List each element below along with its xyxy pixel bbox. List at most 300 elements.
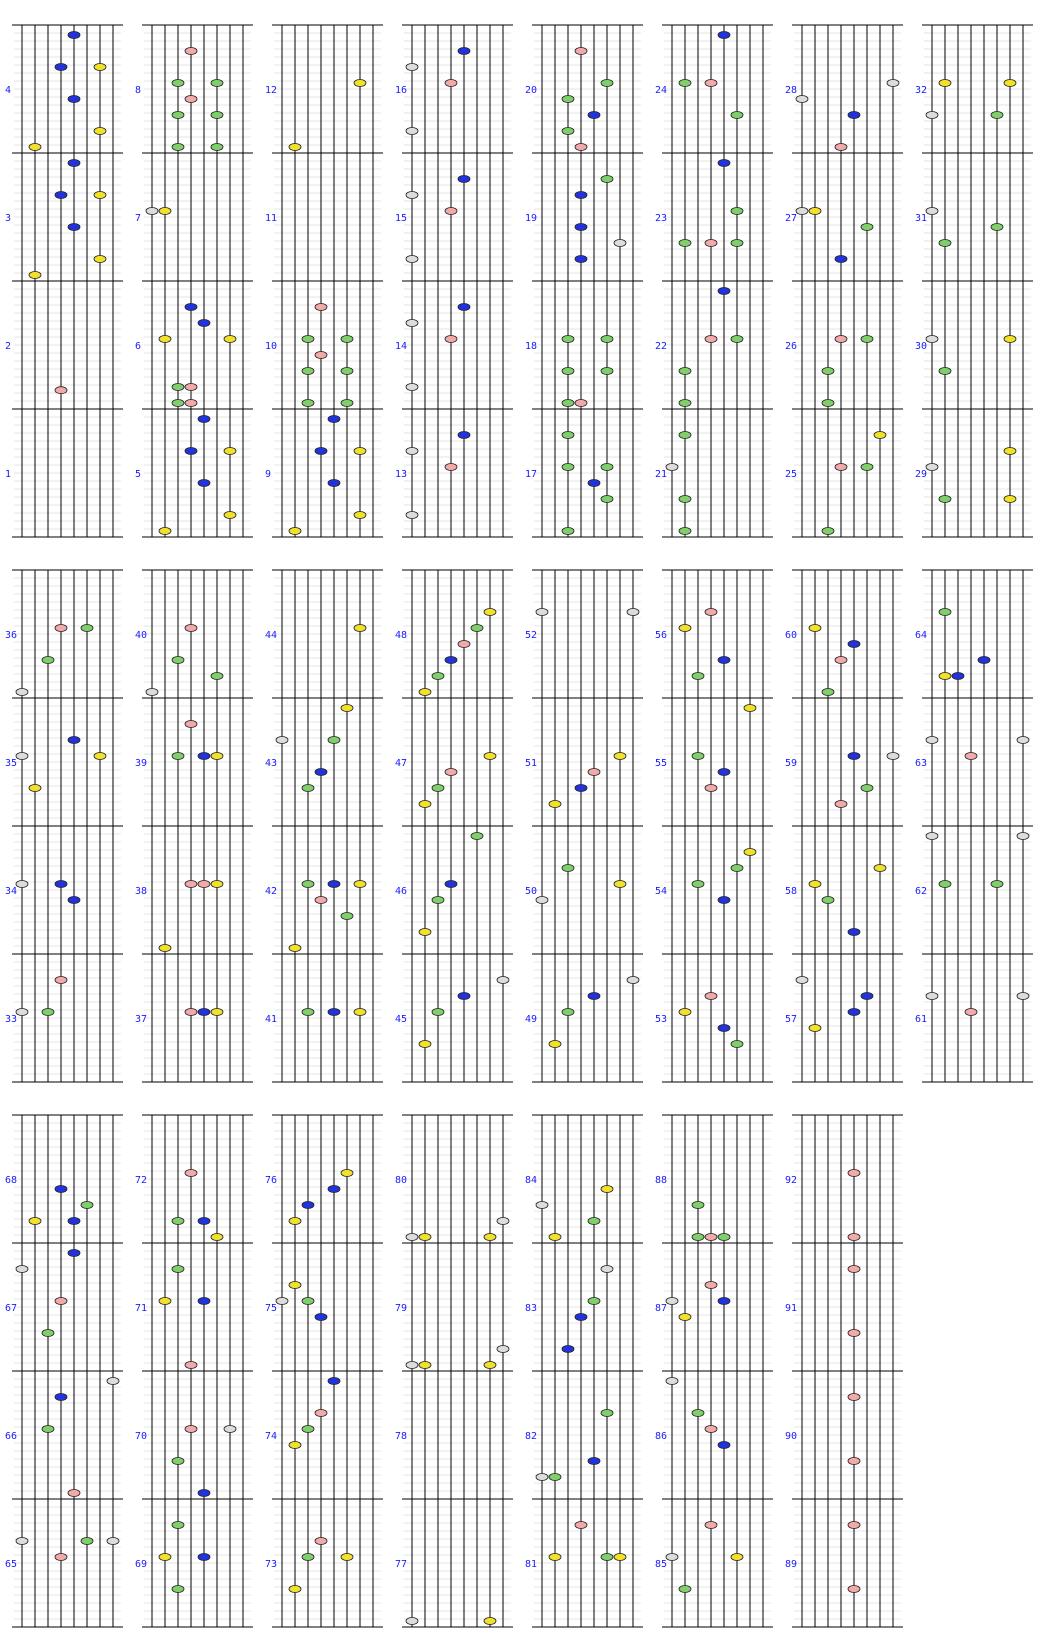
- note-gray: [1017, 737, 1029, 744]
- measure-number: 59: [785, 758, 798, 769]
- note-blue: [55, 192, 67, 199]
- note-yellow: [601, 1186, 613, 1193]
- note-blue: [185, 304, 197, 311]
- measure-number: 75: [265, 1303, 278, 1314]
- note-yellow: [289, 1586, 301, 1593]
- note-gray: [926, 208, 938, 215]
- measure-number: 20: [525, 85, 538, 96]
- note-gray: [107, 1378, 119, 1385]
- measure-number: 83: [525, 1303, 538, 1314]
- note-green: [328, 737, 340, 744]
- note-green: [562, 96, 574, 103]
- note-blue: [315, 1314, 327, 1321]
- note-pink: [835, 144, 847, 151]
- note-green: [172, 80, 184, 87]
- note-green: [549, 1474, 561, 1481]
- note-yellow: [874, 865, 886, 872]
- note-gray: [16, 753, 28, 760]
- note-gray: [224, 1426, 236, 1433]
- note-blue: [328, 1009, 340, 1016]
- measure-number: 55: [655, 758, 668, 769]
- note-green: [692, 1202, 704, 1209]
- note-blue: [68, 224, 80, 231]
- note-blue: [68, 32, 80, 39]
- note-green: [172, 1218, 184, 1225]
- note-pink: [185, 96, 197, 103]
- note-yellow: [679, 625, 691, 632]
- note-blue: [588, 993, 600, 1000]
- note-pink: [705, 1522, 717, 1529]
- note-gray: [107, 1538, 119, 1545]
- measure-number: 15: [395, 213, 408, 224]
- measure-number: 12: [265, 85, 278, 96]
- note-pink: [965, 753, 977, 760]
- note-green: [81, 625, 93, 632]
- note-yellow: [549, 1041, 561, 1048]
- note-gray: [796, 208, 808, 215]
- note-green: [302, 1298, 314, 1305]
- measure-number: 73: [265, 1559, 278, 1570]
- note-blue: [718, 1298, 730, 1305]
- measure-number: 91: [785, 1303, 798, 1314]
- measure-number: 37: [135, 1014, 148, 1025]
- note-yellow: [159, 336, 171, 343]
- note-green: [601, 496, 613, 503]
- note-pink: [705, 1234, 717, 1241]
- note-green: [601, 1554, 613, 1561]
- measure-number: 51: [525, 758, 538, 769]
- measure-number: 58: [785, 886, 798, 897]
- note-blue: [315, 448, 327, 455]
- measure-number: 45: [395, 1014, 408, 1025]
- note-green: [991, 224, 1003, 231]
- note-pink: [55, 625, 67, 632]
- measure-number: 65: [5, 1559, 18, 1570]
- note-green: [731, 1041, 743, 1048]
- measure-number: 52: [525, 630, 538, 641]
- note-green: [211, 80, 223, 87]
- measure-number: 53: [655, 1014, 668, 1025]
- note-yellow: [94, 128, 106, 135]
- measure-number: 90: [785, 1431, 798, 1442]
- note-pink: [198, 881, 210, 888]
- note-yellow: [354, 448, 366, 455]
- note-pink: [445, 464, 457, 471]
- note-yellow: [354, 80, 366, 87]
- note-green: [302, 400, 314, 407]
- note-gray: [406, 512, 418, 519]
- measure-number: 56: [655, 630, 668, 641]
- note-yellow: [354, 512, 366, 519]
- note-yellow: [159, 208, 171, 215]
- measure-number: 71: [135, 1303, 148, 1314]
- measure-number: 47: [395, 758, 408, 769]
- note-blue: [575, 256, 587, 263]
- note-green: [588, 1298, 600, 1305]
- note-blue: [718, 288, 730, 295]
- measure-number: 27: [785, 213, 798, 224]
- note-yellow: [874, 432, 886, 439]
- note-yellow: [341, 1170, 353, 1177]
- note-blue: [68, 160, 80, 167]
- note-pink: [835, 464, 847, 471]
- note-gray: [926, 993, 938, 1000]
- note-pink: [705, 80, 717, 87]
- note-pink: [848, 1394, 860, 1401]
- note-blue: [198, 416, 210, 423]
- note-green: [172, 1458, 184, 1465]
- note-yellow: [549, 1234, 561, 1241]
- measure-number: 67: [5, 1303, 18, 1314]
- measure-number: 63: [915, 758, 928, 769]
- note-blue: [68, 737, 80, 744]
- note-blue: [458, 993, 470, 1000]
- note-yellow: [354, 1009, 366, 1016]
- measure-number: 61: [915, 1014, 928, 1025]
- note-gray: [926, 464, 938, 471]
- note-blue: [445, 657, 457, 664]
- note-yellow: [744, 705, 756, 712]
- measure-number: 26: [785, 341, 798, 352]
- note-blue: [718, 1442, 730, 1449]
- note-blue: [978, 657, 990, 664]
- note-yellow: [341, 705, 353, 712]
- note-gray: [16, 881, 28, 888]
- note-green: [692, 1410, 704, 1417]
- note-yellow: [289, 144, 301, 151]
- note-yellow: [211, 1234, 223, 1241]
- note-yellow: [809, 625, 821, 632]
- note-yellow: [419, 1234, 431, 1241]
- note-pink: [185, 1362, 197, 1369]
- note-green: [601, 336, 613, 343]
- note-gray: [146, 208, 158, 215]
- note-green: [731, 865, 743, 872]
- note-blue: [588, 112, 600, 119]
- measure-number: 70: [135, 1431, 148, 1442]
- note-pink: [185, 48, 197, 55]
- measure-number: 5: [135, 469, 142, 480]
- note-green: [601, 1410, 613, 1417]
- note-yellow: [29, 144, 41, 151]
- note-yellow: [419, 801, 431, 808]
- measure-number: 89: [785, 1559, 798, 1570]
- note-yellow: [549, 1554, 561, 1561]
- note-green: [939, 240, 951, 247]
- note-green: [302, 336, 314, 343]
- note-gray: [16, 1009, 28, 1016]
- note-gray: [497, 1218, 509, 1225]
- note-green: [42, 1330, 54, 1337]
- measure-number: 13: [395, 469, 408, 480]
- measure-number: 21: [655, 469, 668, 480]
- note-yellow: [744, 849, 756, 856]
- note-gray: [406, 256, 418, 263]
- note-green: [172, 753, 184, 760]
- note-blue: [55, 1394, 67, 1401]
- note-green: [172, 144, 184, 151]
- note-yellow: [939, 80, 951, 87]
- note-pink: [445, 336, 457, 343]
- note-yellow: [211, 753, 223, 760]
- note-blue: [328, 1378, 340, 1385]
- note-gray: [406, 64, 418, 71]
- note-green: [341, 400, 353, 407]
- note-green: [42, 657, 54, 664]
- note-blue: [198, 1218, 210, 1225]
- note-green: [731, 240, 743, 247]
- note-yellow: [29, 785, 41, 792]
- note-pink: [835, 657, 847, 664]
- note-pink: [705, 785, 717, 792]
- note-pink: [185, 384, 197, 391]
- note-blue: [718, 1025, 730, 1032]
- measure-number: 76: [265, 1175, 278, 1186]
- measure-number: 36: [5, 630, 18, 641]
- note-yellow: [679, 1314, 691, 1321]
- note-green: [861, 336, 873, 343]
- measure-number: 64: [915, 630, 928, 641]
- measure-number: 30: [915, 341, 928, 352]
- note-blue: [562, 1346, 574, 1353]
- note-yellow: [484, 1362, 496, 1369]
- note-gray: [887, 753, 899, 760]
- note-yellow: [1004, 80, 1016, 87]
- note-green: [172, 112, 184, 119]
- note-green: [718, 1234, 730, 1241]
- note-pink: [705, 336, 717, 343]
- note-yellow: [354, 881, 366, 888]
- note-blue: [458, 48, 470, 55]
- measure-number: 80: [395, 1175, 408, 1186]
- note-green: [692, 673, 704, 680]
- measure-number: 38: [135, 886, 148, 897]
- note-pink: [835, 336, 847, 343]
- note-gray: [276, 737, 288, 744]
- measure-number: 32: [915, 85, 928, 96]
- measure-number: 22: [655, 341, 668, 352]
- note-yellow: [289, 1218, 301, 1225]
- note-green: [822, 897, 834, 904]
- measure-number: 40: [135, 630, 148, 641]
- measure-number: 82: [525, 1431, 538, 1442]
- note-green: [562, 528, 574, 535]
- measure-number: 29: [915, 469, 928, 480]
- measure-number: 41: [265, 1014, 278, 1025]
- measure-number: 1: [5, 469, 12, 480]
- measure-number: 6: [135, 341, 142, 352]
- note-gray: [536, 1474, 548, 1481]
- note-pink: [575, 48, 587, 55]
- note-gray: [497, 1346, 509, 1353]
- measure-number: 81: [525, 1559, 538, 1570]
- note-blue: [861, 993, 873, 1000]
- note-blue: [68, 1250, 80, 1257]
- note-blue: [848, 753, 860, 760]
- note-green: [562, 464, 574, 471]
- note-green: [939, 609, 951, 616]
- note-blue: [458, 304, 470, 311]
- note-yellow: [939, 673, 951, 680]
- measure-number: 24: [655, 85, 668, 96]
- measure-number: 84: [525, 1175, 538, 1186]
- note-green: [81, 1538, 93, 1545]
- note-green: [341, 336, 353, 343]
- note-green: [471, 625, 483, 632]
- note-yellow: [159, 1554, 171, 1561]
- note-gray: [796, 96, 808, 103]
- note-gray: [601, 1266, 613, 1273]
- note-gray: [276, 1298, 288, 1305]
- note-blue: [458, 432, 470, 439]
- note-blue: [185, 448, 197, 455]
- note-gray: [926, 737, 938, 744]
- note-green: [679, 432, 691, 439]
- note-pink: [55, 977, 67, 984]
- note-blue: [68, 96, 80, 103]
- note-gray: [536, 897, 548, 904]
- note-blue: [328, 881, 340, 888]
- measure-number: 69: [135, 1559, 148, 1570]
- measure-number: 18: [525, 341, 538, 352]
- note-gray: [406, 1618, 418, 1625]
- note-pink: [848, 1170, 860, 1177]
- note-green: [211, 112, 223, 119]
- note-pink: [185, 1009, 197, 1016]
- note-pink: [185, 881, 197, 888]
- measure-number: 85: [655, 1559, 668, 1570]
- note-green: [42, 1426, 54, 1433]
- note-gray: [926, 336, 938, 343]
- note-pink: [705, 240, 717, 247]
- note-blue: [718, 657, 730, 664]
- note-yellow: [94, 64, 106, 71]
- measure-number: 42: [265, 886, 278, 897]
- measure-number: 44: [265, 630, 278, 641]
- measure-number: 57: [785, 1014, 798, 1025]
- note-green: [991, 881, 1003, 888]
- measure-number: 88: [655, 1175, 668, 1186]
- note-pink: [835, 801, 847, 808]
- note-pink: [705, 1426, 717, 1433]
- note-pink: [705, 993, 717, 1000]
- note-blue: [848, 641, 860, 648]
- note-yellow: [289, 1442, 301, 1449]
- note-yellow: [809, 208, 821, 215]
- note-gray: [406, 448, 418, 455]
- note-green: [679, 400, 691, 407]
- note-pink: [445, 769, 457, 776]
- note-yellow: [354, 625, 366, 632]
- note-green: [562, 432, 574, 439]
- note-yellow: [224, 448, 236, 455]
- measure-number: 16: [395, 85, 408, 96]
- note-green: [731, 208, 743, 215]
- note-gray: [796, 977, 808, 984]
- note-pink: [848, 1522, 860, 1529]
- note-green: [471, 833, 483, 840]
- measure-number: 19: [525, 213, 538, 224]
- note-yellow: [159, 528, 171, 535]
- measure-number: 54: [655, 886, 668, 897]
- note-yellow: [341, 1554, 353, 1561]
- measure-number: 46: [395, 886, 408, 897]
- measure-number: 11: [265, 213, 278, 224]
- measure-number: 4: [5, 85, 12, 96]
- measure-number: 92: [785, 1175, 798, 1186]
- note-green: [861, 224, 873, 231]
- note-blue: [575, 785, 587, 792]
- note-blue: [55, 1186, 67, 1193]
- note-gray: [666, 464, 678, 471]
- note-yellow: [94, 753, 106, 760]
- measure-number: 25: [785, 469, 798, 480]
- note-pink: [55, 387, 67, 394]
- note-green: [822, 368, 834, 375]
- note-green: [172, 657, 184, 664]
- measure-number: 28: [785, 85, 798, 96]
- note-green: [861, 464, 873, 471]
- measure-number: 10: [265, 341, 278, 352]
- note-green: [692, 881, 704, 888]
- note-green: [861, 785, 873, 792]
- measure-number: 8: [135, 85, 142, 96]
- note-green: [432, 1009, 444, 1016]
- note-green: [302, 881, 314, 888]
- measure-number: 48: [395, 630, 408, 641]
- note-pink: [315, 352, 327, 359]
- note-blue: [328, 1186, 340, 1193]
- note-green: [692, 753, 704, 760]
- note-green: [939, 881, 951, 888]
- note-pink: [848, 1266, 860, 1273]
- note-blue: [718, 32, 730, 39]
- note-gray: [16, 689, 28, 696]
- note-gray: [666, 1554, 678, 1561]
- note-yellow: [614, 881, 626, 888]
- measure-number: 50: [525, 886, 538, 897]
- note-blue: [328, 480, 340, 487]
- note-blue: [198, 1554, 210, 1561]
- note-yellow: [419, 1362, 431, 1369]
- note-blue: [848, 112, 860, 119]
- note-green: [601, 464, 613, 471]
- note-green: [939, 368, 951, 375]
- measure-number: 79: [395, 1303, 408, 1314]
- note-blue: [198, 753, 210, 760]
- note-yellow: [94, 256, 106, 263]
- note-blue: [718, 769, 730, 776]
- note-yellow: [1004, 336, 1016, 343]
- note-pink: [588, 769, 600, 776]
- note-yellow: [224, 512, 236, 519]
- note-blue: [198, 1009, 210, 1016]
- note-pink: [185, 625, 197, 632]
- note-yellow: [94, 192, 106, 199]
- note-green: [172, 400, 184, 407]
- note-green: [172, 1522, 184, 1529]
- note-green: [562, 336, 574, 343]
- note-gray: [666, 1378, 678, 1385]
- note-blue: [55, 64, 67, 71]
- note-green: [432, 785, 444, 792]
- measure-number: 31: [915, 213, 928, 224]
- measure-number: 7: [135, 213, 142, 224]
- note-green: [601, 80, 613, 87]
- note-yellow: [484, 1234, 496, 1241]
- note-pink: [705, 1282, 717, 1289]
- note-blue: [848, 929, 860, 936]
